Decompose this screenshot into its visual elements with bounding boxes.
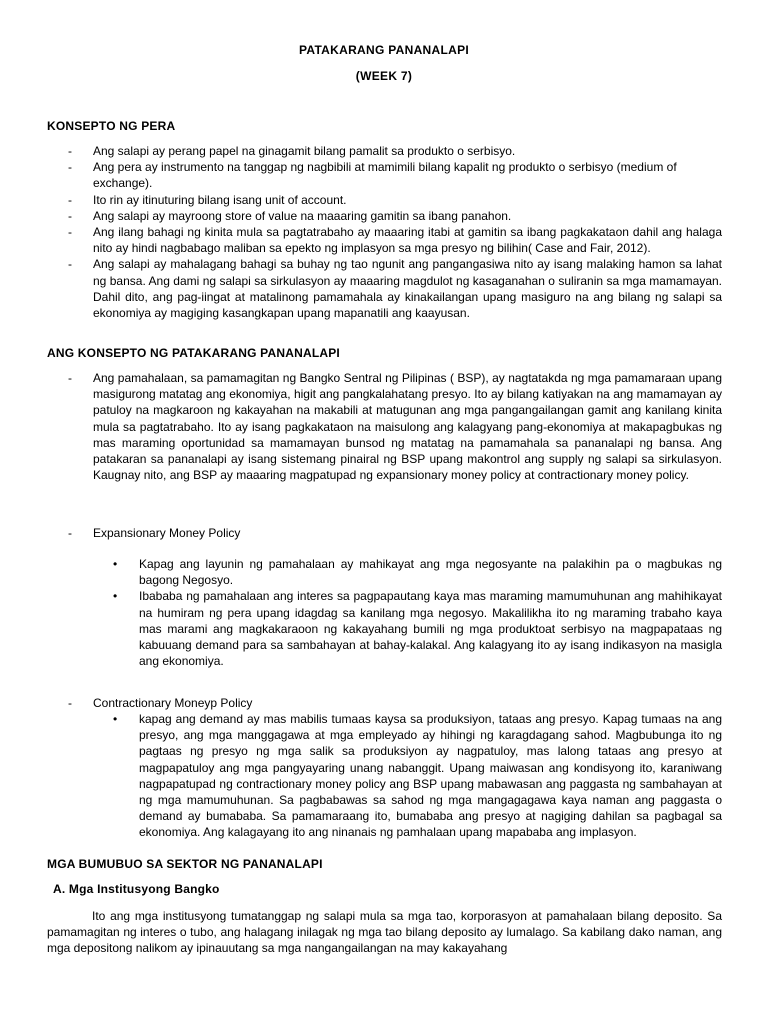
list-item	[113, 588, 722, 669]
bullet-marker: •	[113, 557, 118, 571]
contractionary-policy-item	[68, 695, 722, 711]
dash-marker: -	[68, 192, 72, 207]
list-item	[68, 224, 722, 256]
section-heading-patakarang-pananalapi: ANG KONSEPTO NG PATAKARANG PANANALAPI	[47, 346, 340, 360]
bullet-marker: •	[113, 712, 118, 726]
dash-marker: -	[68, 144, 72, 158]
contractionary-policy-label: Contractionary Moneyp Policy	[93, 696, 253, 710]
list-item	[113, 556, 722, 588]
expansionary-policy-label: Expansionary Money Policy	[93, 526, 241, 540]
list-item-text: Ito rin ay itinuturing bilang isang unit of account.	[93, 192, 347, 207]
expansionary-policy-item	[68, 525, 722, 541]
patakaran-intro-item	[68, 370, 722, 483]
list-item-text: Kapag ang layunin ng pamahalaan ay mahikayat ang mga negosyante na palakihin pa o magbukas ng bagong Negosyo.	[139, 557, 722, 588]
section-heading-konsepto-ng-pera: KONSEPTO NG PERA	[47, 119, 176, 133]
list-item-text: Ang salapi ay mayroong store of value na maaaring gamitin sa ibang panahon.	[93, 208, 512, 223]
dash-marker: -	[68, 160, 72, 175]
institusyong-bangko-paragraph: Ito ang mga institusyong tumatanggap ng salapi mula sa mga tao, korporasyon at pamahalaan bilang deposito. Sa pamamagitan ng interes o tubo, ang halagang inilagak ng mga tao bilang deposito ay lumalago. Sa kabilang dako naman, ang mga depositong nalikom ay ipinauutang sa mga nangangailangan na may kakayahang	[47, 909, 722, 956]
list-item-text: kapag ang demand ay mas mabilis tumaas kaysa sa produksiyon, tataas ang presyo. Kapag tumaas na ang presyo, ang mga manggagawa at mga empleyado ay hihingi ng karagdagang sahod. Magbubunga ito ng pagtaas ng presyo ng mga salik sa produksiyon ay nagpatuloy, mas lalong tataas ang presyo at magpapatuloy ang mga pangyayaring unang nabanggit. Upang maiwasan ang kondisyong ito, karaniwang nagpapatupad ng contractionary money policy ang BSP upang mabawasan ang paggasta ng sambahayan at ng mga mamumuhunan. Sa pagbabawas sa sahod ng mga mangagagawa kaya naman ang paggasta o demand ay bumababa. Sa pamamaraang ito, bumababa ang presyo at nagiging dahilan sa pagbagal sa ekonomiya. Ang kalagayang ito ang ninanais ng pamhalaan upang mapababa ang implasyon.	[139, 712, 722, 840]
document-title: PATAKARANG PANANALAPI	[298, 43, 470, 57]
subheading-institusyong-bangko: A. Mga Institusyong Bangko	[53, 882, 220, 896]
list-item-text: Ang pera ay instrumento na tanggap ng nagbibili at mamimili bilang kapalit ng produkto o serbisyo (medium of exchange).	[93, 160, 677, 191]
dash-marker: -	[68, 371, 72, 385]
document-subtitle: (WEEK 7)	[355, 69, 413, 83]
bullet-marker: •	[113, 589, 118, 604]
list-item	[68, 192, 722, 208]
list-item	[68, 208, 722, 224]
contractionary-bullet-list	[113, 711, 722, 841]
dash-marker: -	[68, 208, 72, 223]
patakaran-intro-text: Ang pamahalaan, sa pamamagitan ng Bangko Sentral ng Pilipinas ( BSP), ay nagtatakda ng mga pamamaraan upang masigurong matatag ang ekonomiya, higit ang pangkalahatang presyo. Ito ay bilang katiyakan na ang mamamayan ay patuloy na magkaroon ng kakayahan na makabili at matugunan ang mga pangangailangan gamit ang kanilang kinita mula sa pagtatrabaho. Ito ay isang pagkakataon na maisulong ang kalagyang pang-ekonomiya at makapagbukas ng mas maraming oportunidad sa mamamayan bunsod ng matatag na pamamahala sa pananalapi ng bansa. Ang patakaran sa pananalapi ay isang sistemang pinairal ng BSP upang makontrol ang supply ng salapi sa sirkulasyon. Kaugnay nito, ang BSP ay maaaring magpatupad ng expansionary money policy at contractionary money policy.	[93, 371, 722, 483]
list-item-text: Ang salapi ay perang papel na ginagamit bilang pamalit sa produkto o serbisyo.	[93, 144, 516, 158]
dash-marker: -	[68, 696, 72, 710]
dash-marker: -	[68, 225, 72, 240]
list-item	[68, 256, 722, 321]
dash-marker: -	[68, 257, 72, 272]
list-item-text: Ibababa ng pamahalaan ang interes sa pagpapautang kaya mas maraming mamumuhunan ang mahihikayat na humiram ng pera upang idagdag sa kanilang mga negosyo. Makalilikha ito ng maraming trabaho kaya mas marami ang magkakaraoon ng kakayahang bumili ng mga produktoat serbisyo na magpapataas ng kabuuang demand para sa sambahayan at bahay-kalakal. Ang kalagyang ito ay isang indikasyon na masigla ang ekonomiya.	[139, 589, 722, 669]
section-heading-sektor-ng-pananalapi: MGA BUMUBUO SA SEKTOR NG PANANALAPI	[47, 857, 323, 871]
list-item-text: Ang ilang bahagi ng kinita mula sa pagtatrabaho ay maaaring itabi at gamitin sa ibang pagkakataon dahil ang halaga nito ay hindi nagbabago maliban sa epekto ng implasyon sa mga presyo ng bilihin( Case and Fair, 2012).	[93, 225, 722, 256]
list-item	[68, 159, 722, 191]
list-item-text: Ang salapi ay mahalagang bahagi sa buhay ng tao ngunit ang pangangasiwa nito ay isang malaking hamon sa lahat ng bansa. Ang dami ng salapi sa sirkulasyon ay maaaring magdulot ng kasaganahan o suliranin sa mga mamamayan. Dahil dito, ang pag-iingat at matalinong pamamahala ay kinakailangan upang masiguro na ang bilang ng salapi sa ekonomiya ay magiging kasangkapan upang mapanatili ang kaayusan.	[93, 257, 722, 321]
expansionary-bullet-list	[113, 556, 722, 669]
konsepto-ng-pera-list	[68, 143, 722, 321]
list-item	[113, 711, 722, 841]
list-item	[68, 143, 722, 159]
dash-marker: -	[68, 526, 72, 540]
